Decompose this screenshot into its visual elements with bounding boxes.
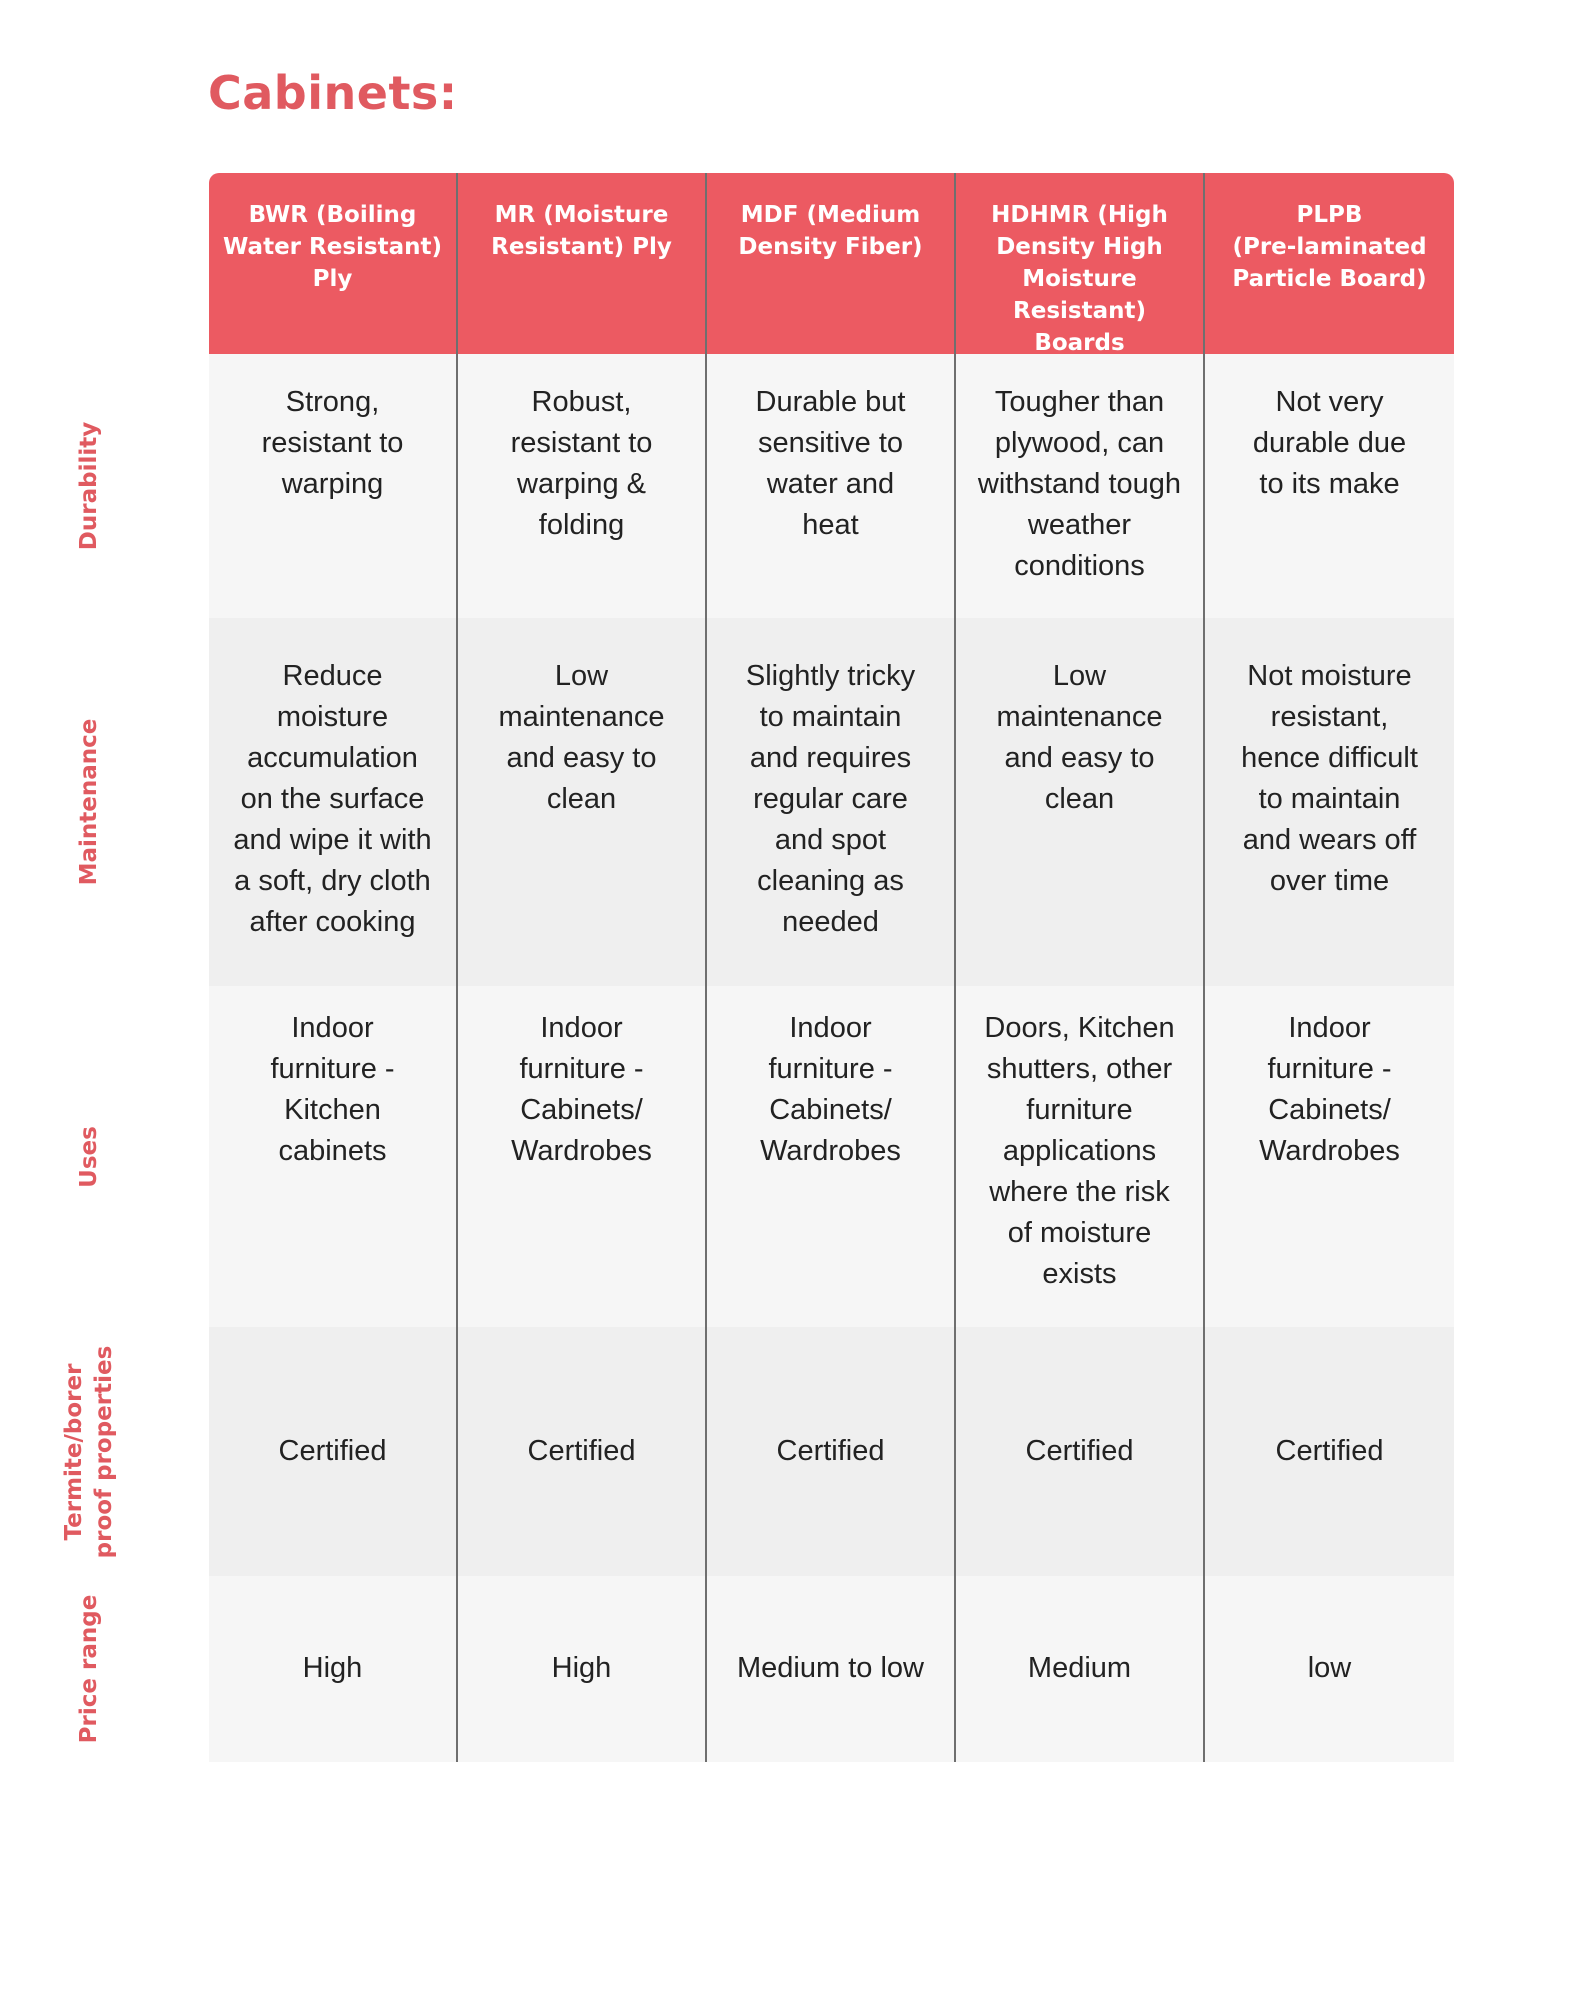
row-label-maintenance: Maintenance (76, 718, 102, 886)
table-row-price (76, 1576, 1454, 1762)
table-cell: High (458, 1576, 707, 1762)
page-title: Cabinets: (208, 66, 458, 120)
table-cell: Slightly tricky to maintain and requires regular care and spot cleaning as needed (707, 618, 956, 986)
table-cell: Medium to low (707, 1576, 956, 1762)
table-cell: Certified (707, 1327, 956, 1576)
table-cell: Low maintenance and easy to clean (956, 618, 1205, 986)
table-cell: Tougher than plywood, can withstand tough weather conditions (956, 354, 1205, 618)
table-cell: Medium (956, 1576, 1205, 1762)
comparison-table (61, 173, 1454, 1762)
row-label-price: Price range (76, 1594, 102, 1744)
column-header-plpb: PLPB (Pre-laminated Particle Board) (1232, 202, 1427, 292)
row-label-uses: Uses (76, 1125, 102, 1188)
table-cell: Doors, Kitchen shutters, other furniture applications where the risk of moisture exists (956, 986, 1205, 1327)
table-cell: Strong, resistant to warping (209, 354, 458, 618)
table-cell: Low maintenance and easy to clean (458, 618, 707, 986)
table-cell: Certified (209, 1327, 458, 1576)
table-cell: Durable but sensitive to water and heat (707, 354, 956, 618)
table-cell: Certified (956, 1327, 1205, 1576)
column-header-mdf: MDF (Medium Density Fiber) (707, 173, 956, 354)
table-cell: Indoor furniture - Cabinets/ Wardrobes (707, 986, 956, 1327)
row-label-durability: Durability (76, 421, 102, 551)
table-cell: Not moisture resistant, hence difficult to maintain and wears off over time (1241, 660, 1418, 897)
table-row-termite (61, 1327, 1454, 1576)
table-cell: Indoor furniture - Cabinets/ Wardrobes (458, 986, 707, 1327)
table-row-maintenance (76, 618, 1454, 986)
table-cell: Indoor furniture - Cabinets/ Wardrobes (1259, 1012, 1400, 1167)
column-header-mr: MR (Moisture Resistant) Ply (458, 173, 707, 354)
table-cell: Reduce moisture accumulation on the surface and wipe it with a soft, dry cloth after cooking (209, 618, 458, 986)
table-row-uses (76, 986, 1454, 1327)
table-header-row (209, 173, 1454, 354)
row-label-termite: Termite/borer proof properties (61, 1345, 117, 1558)
table-cell: Not very durable due to its make (1252, 386, 1407, 500)
table-cell: Certified (458, 1327, 707, 1576)
table-row-durability (76, 354, 1454, 618)
column-header-hdhmr: HDHMR (High Density High Moisture Resistant) Boards (956, 173, 1205, 354)
column-header-bwr: BWR (Boiling Water Resistant) Ply (209, 173, 458, 354)
table-cell: High (209, 1576, 458, 1762)
table-cell: low (1307, 1652, 1352, 1684)
table-cell: Robust, resistant to warping & folding (458, 354, 707, 618)
table-cell: Certified (1275, 1435, 1384, 1467)
table-cell: Indoor furniture - Kitchen cabinets (209, 986, 458, 1327)
